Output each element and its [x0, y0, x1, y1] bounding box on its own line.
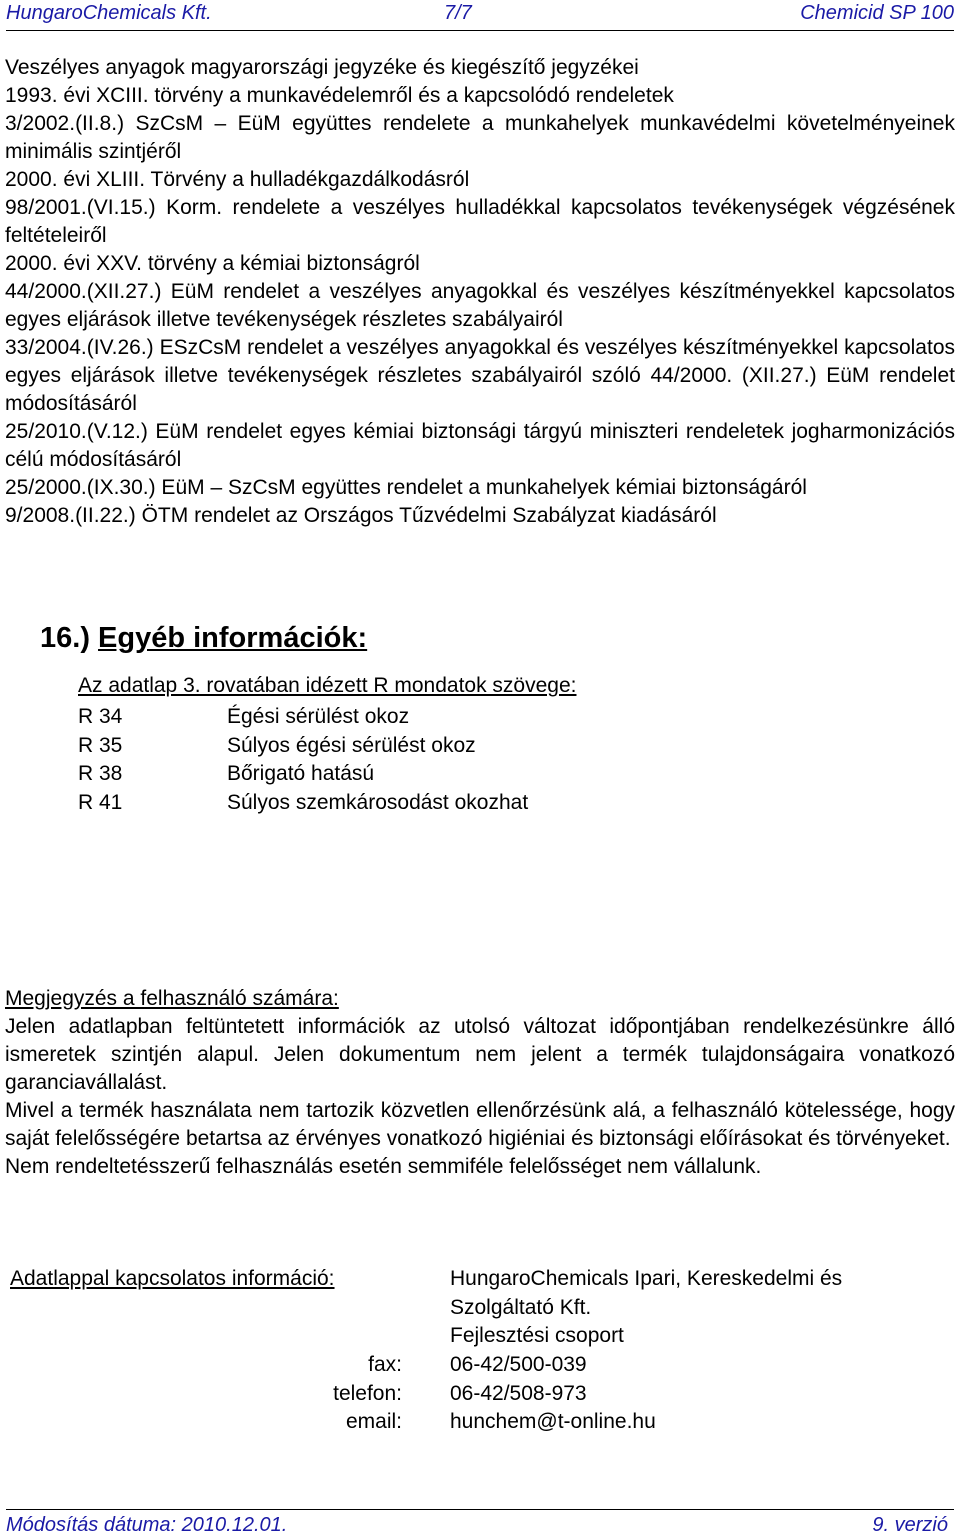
company-name-line: Szolgáltató Kft.: [450, 1295, 592, 1319]
law-item: Veszélyes anyagok magyarországi jegyzéke és kiegészítő jegyzékei: [5, 56, 639, 79]
r-phrase-row: [78, 760, 528, 789]
r-phrase-text: Súlyos égési sérülést okoz: [227, 733, 476, 757]
contact-label: telefon:: [333, 1381, 402, 1405]
r-phrase-code: R 41: [78, 790, 123, 814]
r-phrase-row: [78, 703, 528, 732]
law-item: 2000. évi XLIII. Törvény a hulladékgazdálkodásról: [5, 168, 470, 191]
contact-label: email:: [345, 1410, 402, 1433]
section-title: Egyéb információk:: [98, 622, 368, 654]
contact-row-phone: [10, 1380, 955, 1409]
section-16-heading: [40, 622, 367, 655]
law-item: 33/2004.(IV.26.) ESzCsM rendelet a veszélyes anyagokkal és veszélyes készítményekkel kapcsolatos egyes eljárások illetve tevékenységek részletes szabályairól szóló 44/2000. (XII.27.) EüM rendelet módosításáról: [5, 336, 955, 415]
r-phrase-row: [78, 732, 528, 761]
r-phrase-code: R 34: [78, 705, 123, 728]
r-phrase-code: R 35: [78, 733, 123, 757]
law-item: 1993. évi XCIII. törvény a munkavédelemről és a kapcsolódó rendeletek: [5, 84, 674, 107]
email-value: hunchem@t-online.hu: [450, 1410, 656, 1433]
law-item: 2000. évi XXV. törvény a kémiai biztonságról: [5, 252, 420, 275]
law-item: 44/2000.(XII.27.) EüM rendelet a veszélyes anyagokkal és veszélyes készítményekkel kapcsolatos egyes eljárások illetve tevékenységek részletes szabályairól: [5, 280, 955, 331]
law-item: 3/2002.(II.8.) SzCsM – EüM együttes rendelete a munkahelyek munkavédelmi követelményeinek minimális szintjéről: [5, 112, 955, 163]
user-note-title: Megjegyzés a felhasználó számára:: [5, 987, 339, 1010]
legislation-list: [5, 54, 955, 530]
page-header: [6, 0, 954, 31]
footer-modified-date: Módosítás dátuma: 2010.12.01.: [6, 1514, 288, 1536]
r-phrases-caption: Az adatlap 3. rovatában idézett R mondatok szövege:: [78, 674, 577, 697]
contact-label: fax:: [368, 1353, 402, 1376]
company-block: [450, 1265, 955, 1351]
r-phrase-row: [78, 789, 528, 818]
r-phrase-text: Bőrigató hatású: [227, 762, 375, 785]
user-note-paragraph: Nem rendeltetésszerű felhasználás esetén semmiféle felelősséget nem vállalunk.: [5, 1155, 762, 1178]
company-department: Fejlesztési csoport: [450, 1324, 624, 1347]
contact-row-fax: [10, 1351, 955, 1380]
law-item: 9/2008.(II.22.) ÖTM rendelet az Országos Tűzvédelmi Szabályzat kiadásáról: [5, 504, 717, 527]
r-phrases-list: [78, 703, 528, 817]
contact-list: [10, 1351, 955, 1437]
contact-row-email: [10, 1408, 955, 1437]
phone-value: 06-42/508-973: [450, 1381, 587, 1405]
law-item: 25/2000.(IX.30.) EüM – SzCsM együttes rendelet a munkahelyek kémiai biztonságáról: [5, 476, 807, 499]
header-page-number: 7/7: [444, 2, 472, 24]
law-item: 98/2001.(VI.15.) Korm. rendelete a veszélyes hulladékkal kapcsolatos tevékenységek végzésének feltételeiről: [5, 196, 955, 247]
r-phrase-code: R 38: [78, 762, 123, 785]
fax-value: 06-42/500-039: [450, 1353, 587, 1376]
section-number: 16.): [40, 622, 99, 654]
user-note-paragraph: Jelen adatlapban feltüntetett információk az utolsó változat időpontjában rendelkezésünkre álló ismeretek szintjén alapul. Jelen dokumentum nem jelent a termék tulajdonságaira vonatkozó garanciavállalást.: [5, 1015, 955, 1094]
page-footer: [6, 1509, 954, 1538]
footer-version: 9. verzió: [872, 1514, 948, 1536]
header-company: HungaroChemicals Kft.: [6, 2, 212, 24]
user-note-paragraph: Mivel a termék használata nem tartozik közvetlen ellenőrzésünk alá, a felhasználó kötelessége, hogy saját felelősségére betartsa az érvényes vonatkozó higiéniai és biztonsági előírásokat és törvényeket.: [5, 1099, 955, 1150]
header-product: Chemicid SP 100: [800, 2, 954, 24]
user-note: [5, 985, 955, 1181]
r-phrase-text: Súlyos szemkárosodást okozhat: [227, 790, 529, 814]
r-phrase-text: Égési sérülést okoz: [227, 705, 410, 728]
law-item: 25/2010.(V.12.) EüM rendelet egyes kémiai biztonsági tárgyú miniszteri rendeletek jogharmonizációs célú módosításáról: [5, 420, 955, 471]
contact-info-label: Adatlappal kapcsolatos információ:: [10, 1267, 335, 1290]
company-name-line: HungaroChemicals Ipari, Kereskedelmi és: [450, 1267, 843, 1290]
